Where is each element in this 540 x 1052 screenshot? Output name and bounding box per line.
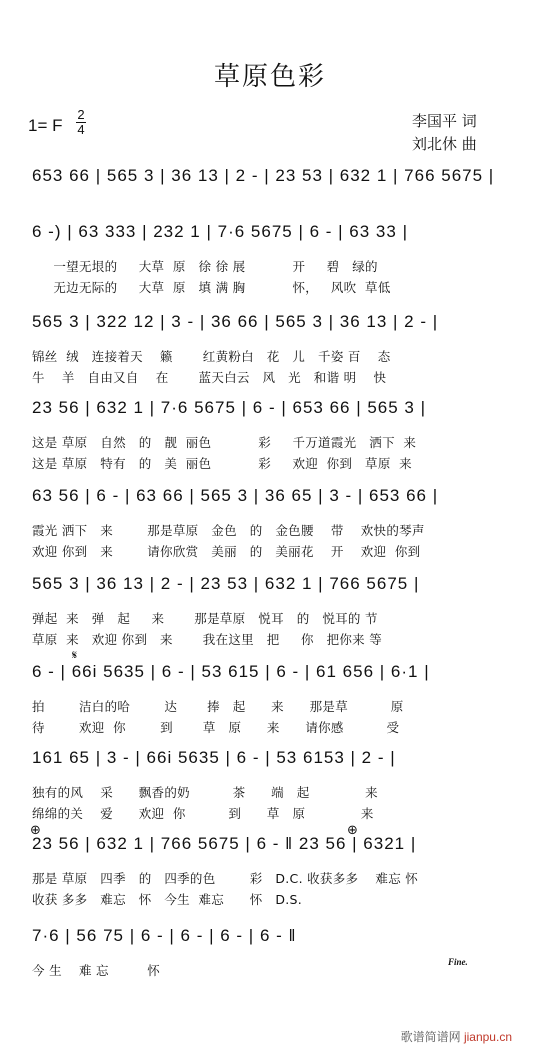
- coda-icon: ⊕: [30, 823, 41, 838]
- song-title: 草原色彩: [213, 62, 326, 92]
- lyric-line: 收获 多多 难忘 怀 今生 难忘 怀 D.S.: [32, 892, 303, 907]
- meter-top: 2: [77, 107, 85, 122]
- lyric-line: 独有的风 采 飘香的奶 茶 端 起 来: [32, 785, 378, 800]
- lyric-line: 草原 来 欢迎 你到 来 我在这里 把 你 把你来 等: [32, 632, 383, 647]
- lyric-line: 这是 草原 自然 的 靓 丽色 彩 千万道霞光 洒下 来: [32, 435, 417, 450]
- notation-line: 63 56 | 6 - | 63 66 | 565 3 | 36 65 | 3 - | 653 66 |: [32, 486, 439, 505]
- notation-line: 6 - | 66i 5635 | 6 - | 53 615 | 6 - | 61 656 | 6·1 |: [32, 662, 430, 681]
- notation-line: 565 3 | 36 13 | 2 - | 23 53 | 632 1 | 766 5675 |: [32, 574, 420, 593]
- lyric-line: 这是 草原 特有 的 美 丽色 彩 欢迎 你到 草原 来: [32, 456, 412, 471]
- watermark-site: jianpu.cn: [463, 1030, 512, 1044]
- lyric-line: 那是 草原 四季 的 四季的色 彩 D.C. 收获多多 难忘 怀: [32, 871, 419, 886]
- lyric-line: 牛 羊 自由又自 在 蓝天白云 风 光 和谐 明 快: [32, 370, 387, 385]
- coda-icon-2: ⊕: [347, 823, 358, 838]
- lyric-line: 无边无际的 大草 原 填 满 胸 怀， 风吹 草低: [32, 280, 391, 295]
- key-signature: 1= F: [28, 116, 63, 135]
- lyric-line: 欢迎 你到 来 请你欣赏 美丽 的 美丽花 开 欢迎 你到: [32, 544, 421, 559]
- lyric-line: 今 生 难 忘 怀: [32, 963, 161, 978]
- lyricist-credit: 李国平 词: [412, 112, 477, 130]
- meter-bottom: 4: [77, 122, 85, 137]
- notation-line: 565 3 | 322 12 | 3 - | 36 66 | 565 3 | 36 13 | 2 - |: [32, 312, 439, 331]
- notation-line: 7·6 | 56 75 | 6 - | 6 - | 6 - | 6 - ‖: [32, 926, 297, 945]
- notation-line: 6 -) | 63 333 | 232 1 | 7·6 5675 | 6 - | 63 33 |: [32, 222, 408, 241]
- lyric-line: 待 欢迎 你 到 草 原 来 请你感 受: [32, 720, 400, 735]
- lyric-line: 拍 洁白的哈 达 捧 起 来 那是草 原: [32, 699, 404, 714]
- watermark-bar: [0, 1022, 540, 1052]
- lyric-line: 霞光 洒下 来 那是草原 金色 的 金色腰 带 欢快的琴声: [32, 523, 425, 538]
- notation-line: 161 65 | 3 - | 66i 5635 | 6 - | 53 6153 | 2 - |: [32, 748, 396, 767]
- lyric-line: 锦丝 绒 连接着天 籁 红黄粉白 花 儿 千姿 百 态: [32, 349, 391, 364]
- lyric-line: 绵绵的关 爱 欢迎 你 到 草 原 来: [32, 806, 374, 821]
- notation-line: 23 56 | 632 1 | 766 5675 | 6 - ‖ 23 56 | 6321 |: [32, 834, 417, 853]
- watermark-prefix: 歌谱简谱网: [400, 1030, 461, 1044]
- fine-mark: Fine.: [448, 957, 468, 967]
- notation-line: 23 56 | 632 1 | 7·6 5675 | 6 - | 653 66 | 565 3 |: [32, 398, 427, 417]
- composer-credit: 刘北休 曲: [412, 135, 477, 153]
- watermark: [401, 1028, 512, 1045]
- notation-line: 653 66 | 565 3 | 36 13 | 2 - | 23 53 | 632 1 | 766 5675 |: [32, 166, 495, 185]
- segno-icon: 𝄋: [72, 648, 78, 662]
- lyric-line: 一望无垠的 大草 原 徐 徐 展 开 碧 绿的: [32, 259, 378, 274]
- lyric-line: 弹起 来 弹 起 来 那是草原 悦耳 的 悦耳的 节: [32, 611, 378, 626]
- time-signature: [74, 108, 88, 137]
